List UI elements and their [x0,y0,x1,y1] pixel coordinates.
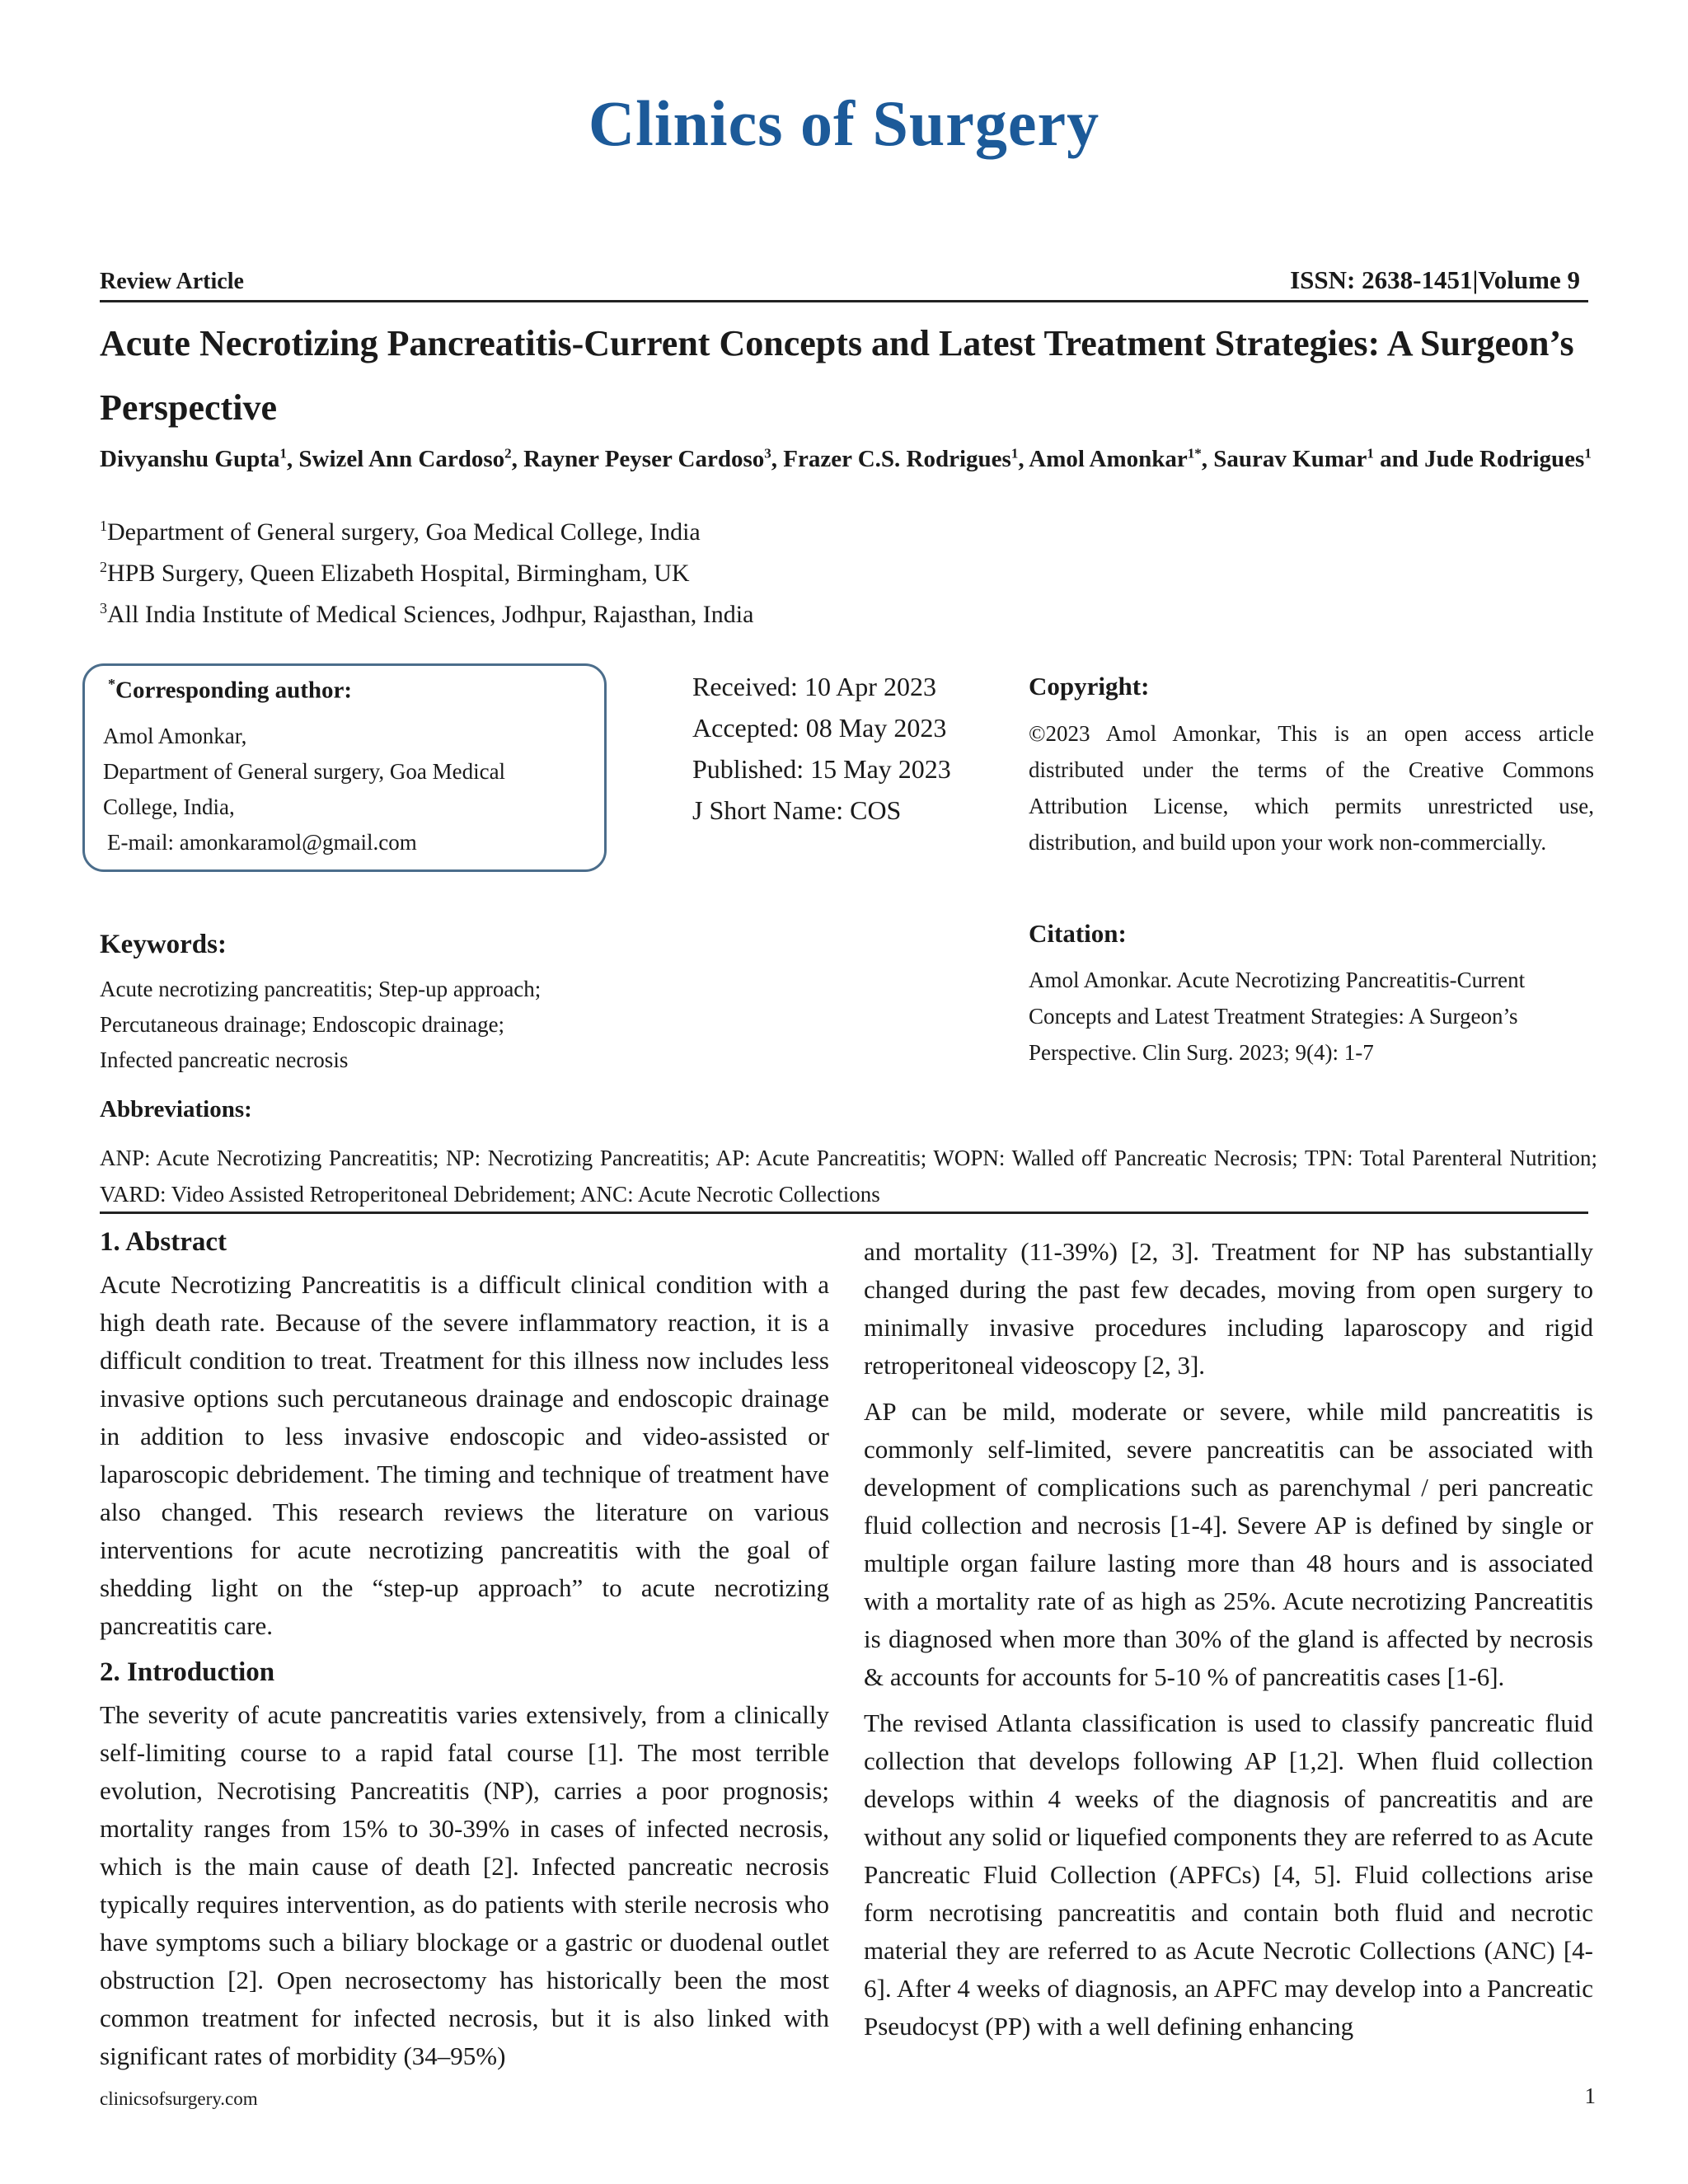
issn-volume: ISSN: 2638-1451|Volume 9 [1290,265,1580,294]
abbreviations-text: ANP: Acute Necrotizing Pancreatitis; NP: Necrotizing Pancreatitis; AP: Acute Pancreatitis; WOPN: Walled off Pancreatic Necrosis; TPN: Total Parenteral Nutrition; VARD: Video Assisted Retroperitoneal Debridement; ANC: Acute Necrotic Collections [100,1146,1597,1207]
body-paragraph: and mortality (11-39%) [2, 3]. Treatment for NP has substantially changed during the past few decades, moving from open surgery to minimally invasive procedures including laparoscopy and rigid retroperitoneal videoscopy [2, 3]. [864,1237,1593,1380]
author: Swizel Ann Cardoso$^2$, [298,445,524,472]
article-title: Acute Necrotizing Pancreatitis-Current Concepts and Latest Treatment Strategies: A Surgeon’s Perspective [100,323,1574,428]
abstract-heading: 1. Abstract [100,1227,227,1257]
keywords-line: Infected pancreatic necrosis [100,1047,349,1072]
corresponding-author-box [82,663,607,872]
corresponding-author-dept: Department of General surgery, Goa Medical [103,759,506,784]
left-column [100,1223,829,2083]
citation-heading: Citation: [1029,919,1127,948]
affiliation: $^3$All India Institute of Medical Sciences, Jodhpur, Rajasthan, India [100,600,754,628]
accepted-date: Accepted: 08 May 2023 [692,713,947,743]
affiliation: $^1$Department of General surgery, Goa Medical College, India [100,518,701,546]
article-dates [692,666,951,831]
article-meta-row [100,262,1588,295]
short-name: J Short Name: COS [692,795,902,825]
keywords-line: Acute necrotizing pancreatitis; Step-up approach; [100,977,542,1001]
keywords-line: Percutaneous drainage; Endoscopic drainage; [100,1012,505,1037]
copyright-heading: Copyright: [1029,672,1150,701]
corresponding-author-inst: College, India, [103,794,235,819]
introduction-text: The severity of acute pancreatitis varies extensively, from a clinically self-limiting course to a rapid fatal course [1]. The most terrible evolution, Necrotising Pancreatitis (NP), carries a poor prognosis; mortality ranges from 15% to 30-39% in cases of infected necrosis, which is the main cause of death [2]. Infected pancreatic necrosis typically requires intervention, as do patients with sterile necrosis who have symptoms such a biliary blockage or a gastric or duodenal outlet obstruction [2]. Open necrosectomy has historically been the most common treatment for infected necrosis, but it is also linked with significant rates of morbidity (34–95%) [100,1700,829,2070]
published-date: Published: 15 May 2023 [692,754,951,784]
corresponding-author-email[interactable]: E-mail: amonkaramol@gmail.com [107,830,417,855]
body-paragraph: The revised Atlanta classification is used to classify pancreatic fluid collection that develops following AP [1,2]. When fluid collection develops within 4 weeks of the diagnosis of pancreatitis and are without any solid or liquefied components they are referred to as Acute Pancreatic Fluid Collection (APFCs) [4, 5]. Fluid collections arise form necrotising pancreatitis and contain both fluid and necrotic material they are referred to as Acute Necrotic Collections (ANC) [4-6]. After 4 weeks of diagnosis, an APFC may develop into a Pancreatic Pseudocyst (PP) with a well defining enhancing [864,1708,1593,2041]
right-column [864,1233,1593,2054]
received-date: Received: 10 Apr 2023 [692,672,936,701]
abstract-text: Acute Necrotizing Pancreatitis is a difficult clinical condition with a high death rate. Because of the severe inflammatory reaction, it is a difficult condition to treat. Treatment for this illness now includes less invasive options such percutaneous drainage and endoscopic drainage in addition to less invasive endoscopic and video-assisted or laparoscopic debridement. The timing and technique of treatment have also changed. This research reviews the literature on various interventions for acute necrotizing pancreatitis with the goal of shedding light on the “step-up approach” to acute necrotizing pancreatitis care. [100,1270,829,1640]
author: and Jude Rodrigues$^1$ [1380,445,1592,472]
author-list [100,433,1597,480]
abbreviations-heading: Abbreviations: [100,1096,252,1122]
header-rule [100,300,1588,302]
journal-title: Clinics of Surgery [588,87,1100,159]
section-rule [100,1212,1588,1214]
citation-text: Amol Amonkar. Acute Necrotizing Pancreatitis-Current Concepts and Latest Treatment Strategies: A Surgeon’s Perspective. Clin Surg. 2023; 9(4): 1-7 [1029,968,1526,1065]
article-type: Review Article [100,269,244,294]
introduction-heading: 2. Introduction [100,1657,275,1687]
corresponding-author-name: Amol Amonkar, [103,724,247,748]
body-paragraph: AP can be mild, moderate or severe, while mild pancreatitis is commonly self-limited, severe pancreatitis can be associated with development of complications such as parenchymal / peri pancreatic fluid collection and necrosis [1-4]. Severe AP is defined by single or multiple organ failure lasting more than 48 hours and is associated with a mortality rate of as high as 25%. Acute necrotizing Pancreatitis is diagnosed when more than 30% of the gland is affected by necrosis & accounts for accounts for 5-10 % of pancreatitis cases [1-6]. [864,1397,1593,1691]
author: Amol Amonkar$^{1*}$, [1029,445,1214,472]
author: Divyanshu Gupta$^1$, [100,445,299,472]
author: Frazer C.S. Rodrigues$^1$, [783,445,1029,472]
affiliation: $^2$HPB Surgery, Queen Elizabeth Hospital, Birmingham, UK [100,559,690,587]
keywords-heading: Keywords: [100,930,227,959]
copyright-text: ©2023 Amol Amonkar, This is an open access article distributed under the terms of the Creative Commons Attribution License, which permits unrestricted use, distribution, and build upon your work non-commercially. [1029,721,1594,855]
corresponding-author-heading: *Corresponding author: [108,676,353,704]
author: Rayner Peyser Cardoso$^3$, [523,445,784,472]
page-number: 1 [1584,2083,1596,2108]
footer-site[interactable]: clinicsofsurgery.com [100,2088,258,2109]
author: Saurav Kumar$^1$ [1213,445,1374,472]
